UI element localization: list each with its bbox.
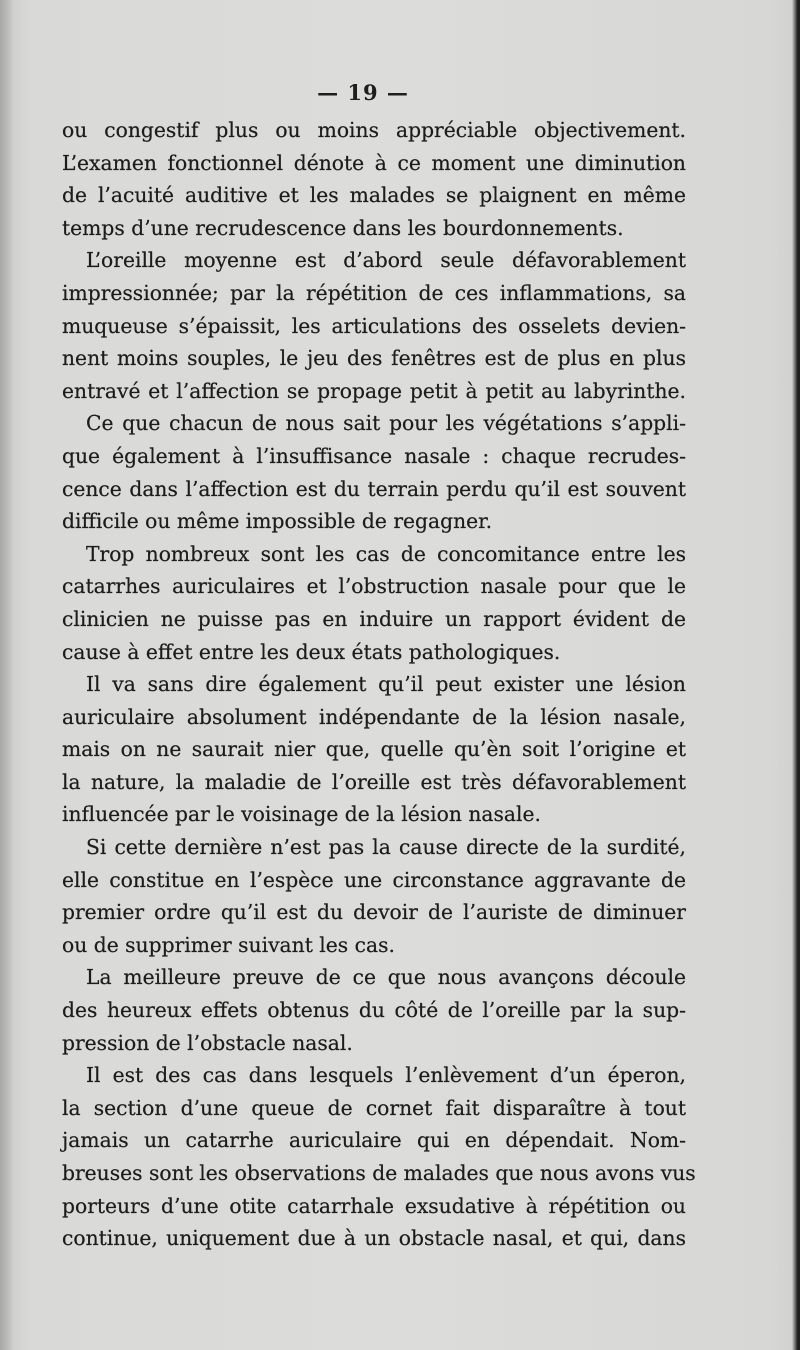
text-line: la section d’une queue de cornet fait disparaître à tout — [62, 1095, 686, 1120]
body-text — [62, 114, 696, 1255]
text-line: elle constitue en l’espèce une circonstance aggravante de — [62, 867, 686, 892]
text-line: influencée par le voisinage de la lésion nasale. — [62, 802, 541, 827]
text-line: la nature, la maladie de l’oreille est très défavorablement — [62, 769, 686, 794]
text-line: impressionnée; par la répétition de ces inflammations, sa — [62, 280, 686, 305]
text-line: temps d’une recrudescence dans les bourdonnements. — [62, 215, 624, 240]
text-line: pression de l’obstacle nasal. — [62, 1030, 353, 1055]
text-line: porteurs d’une otite catarrhale exsudative à répétition ou — [62, 1193, 686, 1218]
text-line: des heureux effets obtenus du côté de l’oreille par la sup- — [62, 998, 686, 1023]
text-line: mais on ne saurait nier que, quelle qu’èn soit l’origine et — [62, 737, 686, 762]
text-line: catarrhes auriculaires et l’obstruction nasale pour que le — [62, 574, 686, 599]
text-line: entravé et l’affection se propage petit à petit au labyrinthe. — [62, 378, 686, 403]
text-line: breuses sont les observations de malades que nous avons vus — [62, 1161, 696, 1185]
text-line: ou congestif plus ou moins appréciable objectivement. — [62, 118, 686, 142]
text-line: auriculaire absolument indépendante de la lésion nasale, — [62, 704, 686, 729]
text-line: Trop nombreux sont les cas de concomitance entre les — [86, 541, 686, 566]
text-line: jamais un catarrhe auriculaire qui en dépendait. Nom- — [62, 1128, 686, 1153]
text-line: Si cette dernière n’est pas la cause directe de la surdité, — [86, 835, 686, 860]
text-line: cause à effet entre les deux états pathologiques. — [62, 639, 561, 664]
binding-shadow — [0, 0, 14, 1350]
text-line: premier ordre qu’il est du devoir de l’auriste de diminuer — [62, 900, 686, 925]
page-number: — 19 — — [317, 80, 409, 105]
text-line: continue, uniquement due à un obstacle nasal, et qui, dans — [62, 1226, 686, 1251]
text-line: nent moins souples, le jeu des fenêtres est de plus en plus — [62, 346, 686, 371]
text-line: La meilleure preuve de ce que nous avançons découle — [86, 965, 686, 990]
page-edge — [792, 0, 800, 1350]
text-line: muqueuse s’épaissit, les articulations des osselets devien- — [62, 313, 686, 338]
text-line: cence dans l’affection est du terrain perdu qu’il est souvent — [62, 476, 686, 501]
text-line: clinicien ne puisse pas en induire un rapport évident de — [62, 606, 686, 631]
text-line: L’examen fonctionnel dénote à ce moment une diminution — [62, 150, 686, 175]
text-line: difficile ou même impossible de regagner. — [62, 509, 493, 534]
text-line: ou de supprimer suivant les cas. — [62, 932, 395, 957]
text-line: L’oreille moyenne est d’abord seule défavorablement — [86, 248, 686, 273]
text-line: Il va sans dire également qu’il peut exister une lésion — [86, 672, 686, 697]
text-line: que également à l’insuffisance nasale : chaque recrudes- — [62, 443, 686, 468]
text-line: Il est des cas dans lesquels l’enlèvement d’un éperon, — [86, 1063, 686, 1088]
text-line: Ce que chacun de nous sait pour les végétations s’appli- — [86, 411, 686, 436]
text-line: de l’acuité auditive et les malades se plaignent en même — [62, 183, 686, 208]
